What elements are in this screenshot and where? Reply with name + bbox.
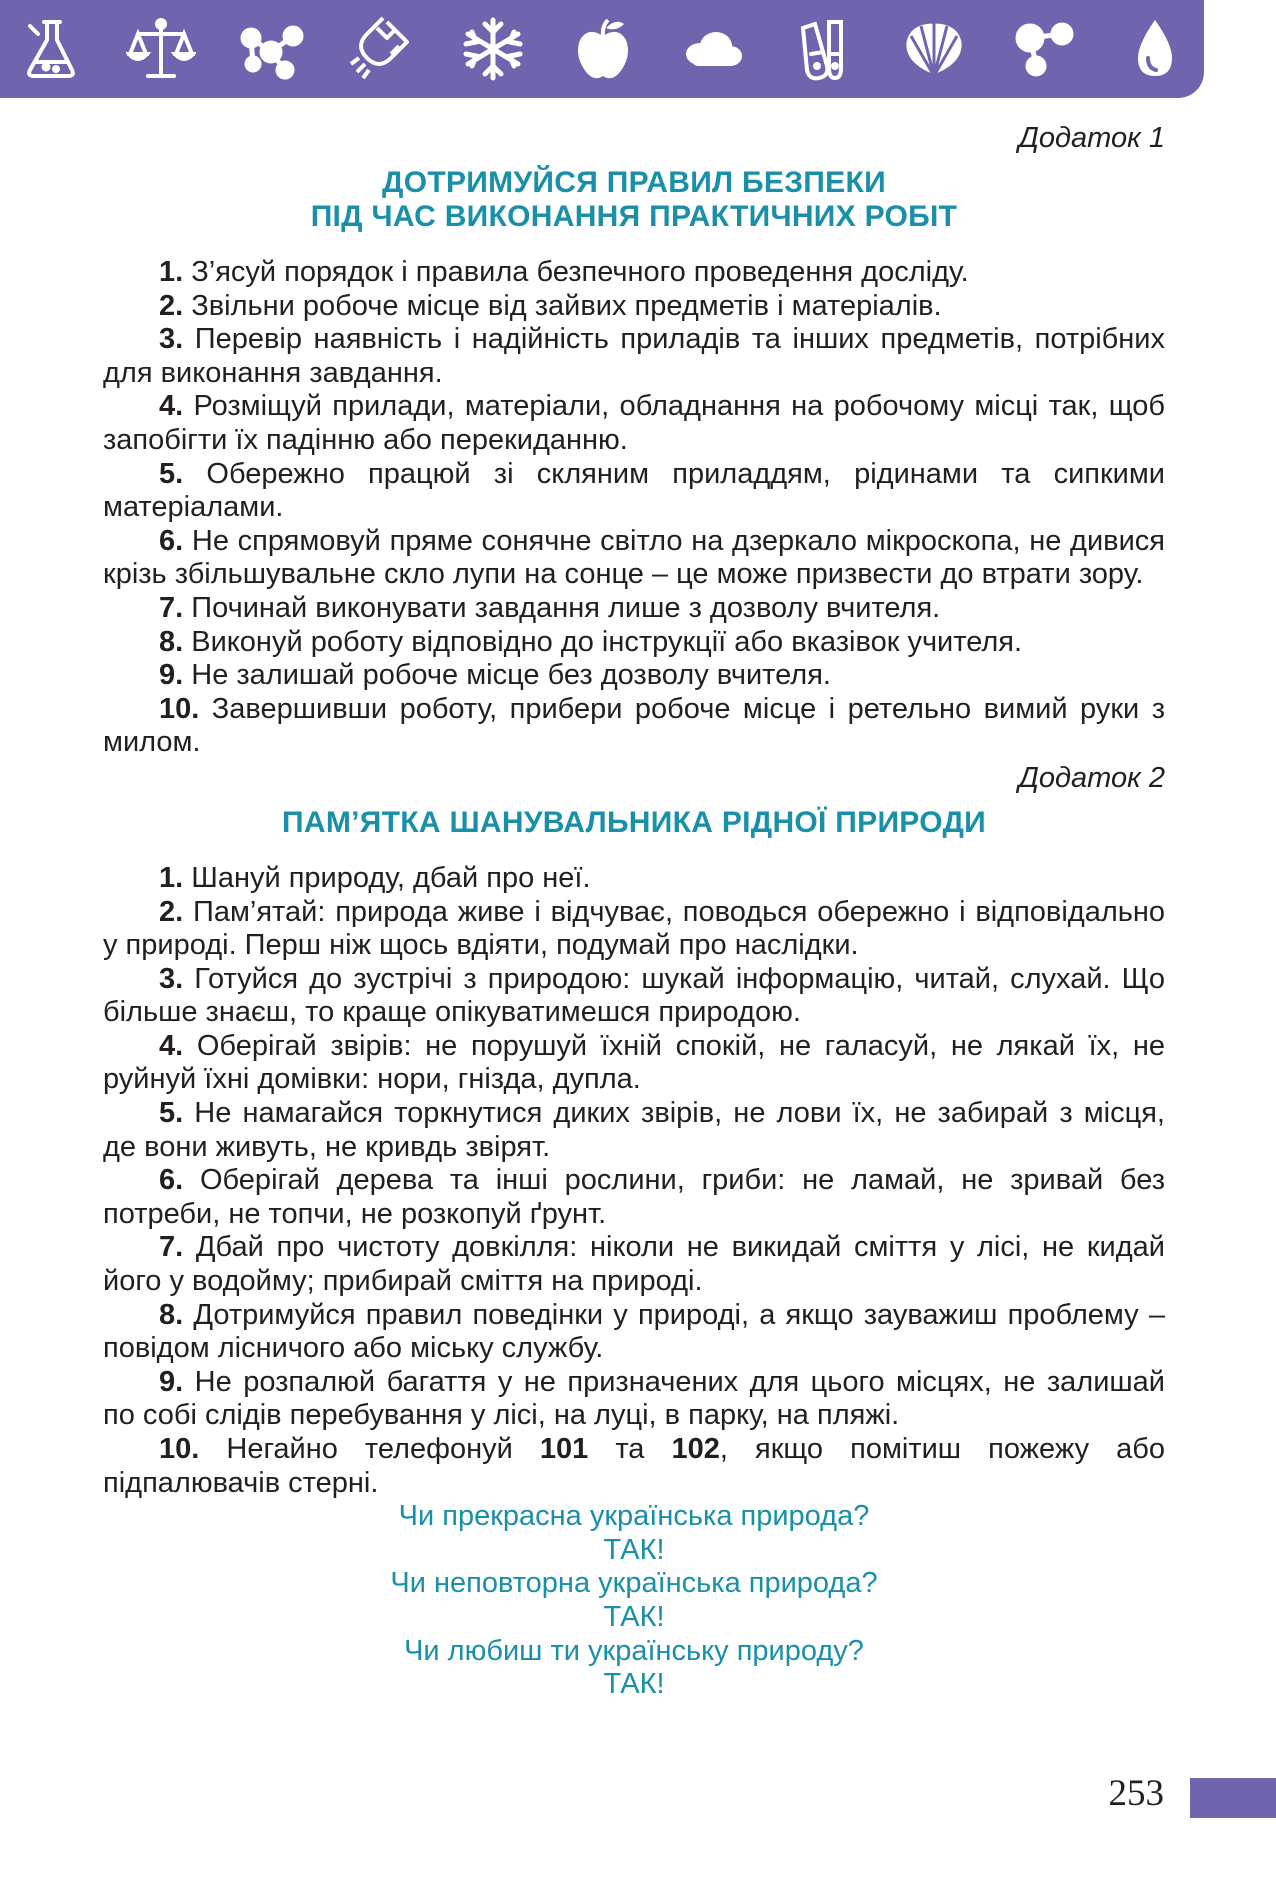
atoms-icon (1010, 14, 1080, 84)
apple-icon (568, 14, 638, 84)
flask-icon (16, 14, 86, 84)
scales-icon (126, 14, 196, 84)
gas-phone-number: 102 (671, 1433, 720, 1465)
nature-rule: 1. Шануй природу, дбай про неї. (159, 861, 591, 894)
magnet-icon (347, 14, 417, 84)
appendix-1-title-line-1: ДОТРИМУЙСЯ ПРАВИЛ БЕЗПЕКИ (382, 166, 886, 199)
appendix-2-title-text: ПАМ’ЯТКА ШАНУВАЛЬНИКА РІДНОЇ ПРИРОДИ (282, 805, 986, 839)
page-content (103, 120, 1165, 1702)
appendix-2-label: Додаток 2 (1018, 761, 1165, 794)
nature-rule: 4. Оберігай звірів: не порушуй їхній спокій, не галасуй, не лякай їх, не руйнуй їхні домівки: нори, гнізда, дупла. (103, 1029, 1165, 1096)
header-icon-row (8, 8, 1198, 90)
safety-rule: 7. Починай виконувати завдання лише з дозволу вчителя. (159, 591, 941, 624)
nature-rule: 7. Дбай про чистоту довкілля: ніколи не викидай сміття у лісі, не кидай його у водойму; прибирай сміття на природі. (103, 1231, 1165, 1298)
safety-rules-list (103, 256, 1165, 760)
appendix-1-label: Додаток 1 (1018, 122, 1165, 154)
safety-rule: 5. Обережно працюй зі скляним приладдям, рідинами та сипкими матеріалами. (103, 457, 1165, 524)
safety-rule: 8. Виконуй роботу відповідно до інструкції або вказівок учителя. (159, 625, 1023, 658)
closing-answer: ТАК! (603, 1533, 665, 1566)
water-drop-icon (1120, 14, 1190, 84)
safety-rule: 2. Звільни робоче місце від зайвих предметів і матеріалів. (159, 289, 942, 322)
nature-rule: 2. Пам’ятай: природа живе і відчуває, поводься обережно і відповідально у природі. Перш ніж щось вдіяти, подумай про наслідки. (103, 895, 1165, 962)
nature-rule: 8. Дотримуйся правил поведінки у природі, а якщо зауважиш проблему – повідом лісничого або міську службу. (103, 1298, 1165, 1365)
footer-bar (1190, 1778, 1276, 1818)
closing-answer: ТАК! (603, 1668, 665, 1701)
closing-questions (103, 1500, 1165, 1702)
safety-rule: 1. З’ясуй порядок і правила безпечного проведення досліду. (159, 256, 969, 288)
nature-rule: 5. Не намагайся торкнутися диких звірів, не лови їх, не забирай з місця, де вони живуть, не кривдь звірят. (103, 1097, 1165, 1163)
test-tubes-icon (789, 14, 859, 84)
header-band (0, 0, 1204, 98)
seashell-icon (899, 14, 969, 84)
safety-rule: 9. Не залишай робоче місце без дозволу вчителя. (159, 659, 831, 692)
clouds-icon (678, 14, 748, 84)
nature-rule: 3. Готуйся до зустрічі з природою: шукай інформацію, читай, слухай. Що більше знаєш, то краще опікуватимешся природою. (103, 962, 1165, 1029)
closing-answer: ТАК! (603, 1600, 665, 1633)
safety-rule: 6. Не спрямовуй пряме сонячне світло на дзеркало мікроскопа, не дивися крізь збільшувальне скло лупи на сонце – це може призвести до втрати зору. (103, 524, 1165, 591)
nature-rules-list (103, 862, 1165, 1500)
closing-question: Чи неповторна українська природа? (390, 1567, 878, 1600)
safety-rule: 10. Завершивши роботу, прибери робоче місце і ретельно вимий руки з милом. (103, 692, 1165, 759)
appendix-1-title (103, 166, 1165, 234)
nature-rule: 6. Оберігай дерева та інші рослини, гриби: не ламай, не зривай без потреби, не топчи, не розкопуй ґрунт. (103, 1164, 1165, 1230)
safety-rule: 4. Розміщуй прилади, матеріали, обладнання на робочому місці так, щоб запобігти їх падінню або перекиданню. (103, 390, 1165, 456)
closing-question: Чи прекрасна українська природа? (398, 1500, 870, 1533)
appendix-2-title (103, 806, 1165, 840)
snowflake-icon (458, 14, 528, 84)
nature-rule-emergency: 10. Негайно телефонуй 101 та 102, якщо помітиш пожежу або підпалювачів стерні. (103, 1433, 1165, 1499)
closing-question: Чи любиш ти українську природу? (404, 1634, 864, 1667)
safety-rule: 3. Перевір наявність і надійність приладів та інших предметів, потрібних для виконання завдання. (103, 323, 1165, 389)
fire-phone-number: 101 (539, 1433, 589, 1465)
page-number: 253 (1108, 1773, 1164, 1814)
nature-rule: 9. Не розпалюй багаття у не призначених для цього місцях, не залишай по собі слідів перебування у лісі, на луці, в парку, на пляжі. (103, 1365, 1165, 1432)
appendix-1-title-line-2: ПІД ЧАС ВИКОНАННЯ ПРАКТИЧНИХ РОБІТ (310, 200, 958, 233)
molecule-icon (237, 14, 307, 84)
